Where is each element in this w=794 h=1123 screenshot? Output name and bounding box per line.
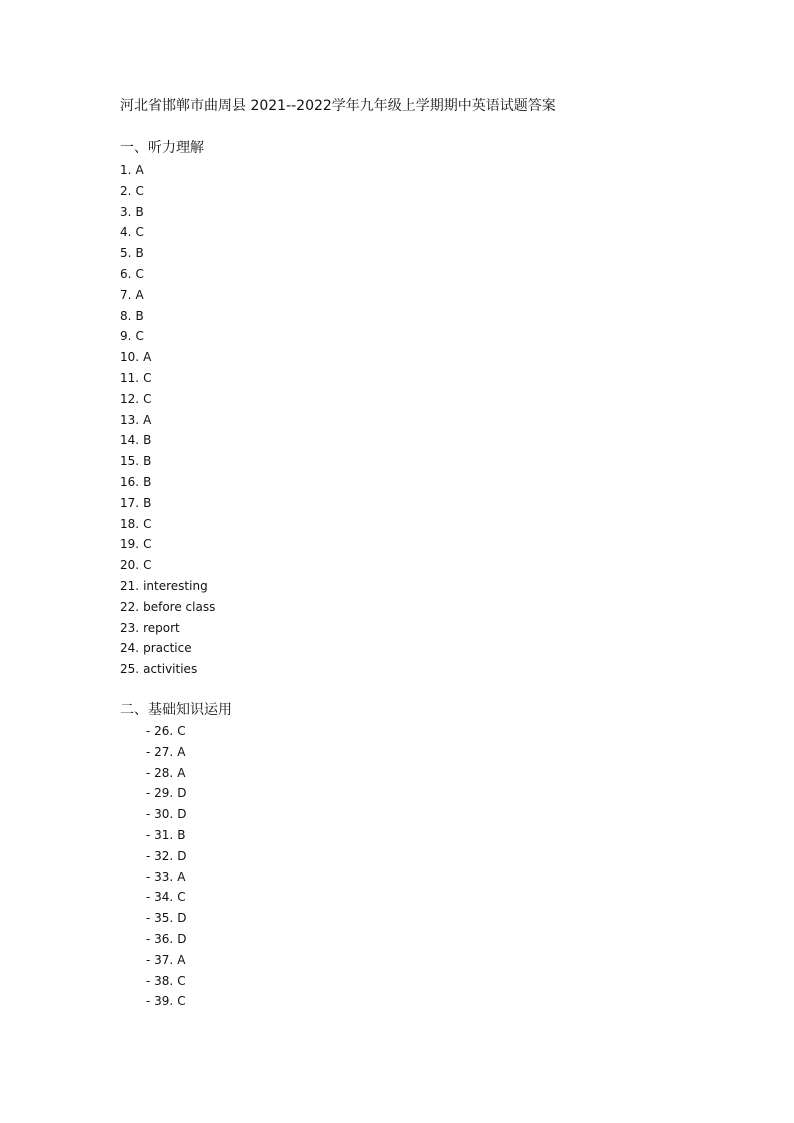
answer-value: B xyxy=(177,827,186,842)
answer-item xyxy=(146,971,186,992)
answer-number: - 34. xyxy=(146,890,174,905)
answer-value: C xyxy=(143,558,152,573)
answer-number: 3. xyxy=(120,204,132,219)
answer-number: 24. xyxy=(120,641,140,656)
answer-number: 4. xyxy=(120,225,132,240)
answer-value: interesting xyxy=(143,578,208,593)
answer-number: 15. xyxy=(120,454,140,469)
answer-item xyxy=(120,659,215,680)
answer-value: C xyxy=(135,266,144,281)
answer-number: 14. xyxy=(120,433,140,448)
answer-number: 16. xyxy=(120,474,140,489)
answer-value: D xyxy=(177,848,187,863)
answer-item xyxy=(120,597,215,618)
answer-number: - 28. xyxy=(146,765,174,780)
answer-list-listening xyxy=(120,160,215,680)
answer-item xyxy=(146,846,186,867)
answer-number: - 31. xyxy=(146,827,174,842)
answer-number: 20. xyxy=(120,558,140,573)
answer-value: C xyxy=(177,994,186,1009)
answer-value: B xyxy=(143,474,152,489)
answer-number: 18. xyxy=(120,516,140,531)
answer-number: - 29. xyxy=(146,786,174,801)
answer-value: D xyxy=(177,931,187,946)
answer-number: 25. xyxy=(120,662,140,677)
answer-item xyxy=(146,867,186,888)
answer-item xyxy=(120,534,215,555)
answer-number: 10. xyxy=(120,350,140,365)
answer-number: 1. xyxy=(120,163,132,177)
document-title: 河北省邯郸市曲周县 2021--2022学年九年级上学期期中英语试题答案 xyxy=(120,98,556,114)
answer-value: A xyxy=(143,350,152,365)
answer-item xyxy=(146,950,186,971)
answer-value: B xyxy=(143,495,152,510)
answer-item xyxy=(146,887,186,908)
answer-number: - 37. xyxy=(146,952,174,967)
answer-value: D xyxy=(177,807,187,822)
answer-value: A xyxy=(143,412,152,427)
answer-item xyxy=(146,908,186,929)
answer-list-basic-knowledge xyxy=(146,721,186,1012)
answer-item xyxy=(120,347,215,368)
answer-number: 17. xyxy=(120,495,140,510)
answer-value: C xyxy=(135,225,144,240)
answer-value: B xyxy=(135,246,144,261)
answer-value: A xyxy=(177,744,186,759)
answer-value: C xyxy=(177,890,186,905)
answer-value: C xyxy=(135,329,144,344)
answer-item xyxy=(146,804,186,825)
answer-value: C xyxy=(143,370,152,385)
answer-item xyxy=(120,618,215,639)
answer-item xyxy=(120,514,215,535)
answer-number: - 35. xyxy=(146,911,174,926)
answer-number: - 39. xyxy=(146,994,174,1009)
answer-value: C xyxy=(143,537,152,552)
answer-item xyxy=(120,451,215,472)
answer-value: A xyxy=(177,952,186,967)
answer-item xyxy=(146,721,186,742)
answer-item xyxy=(120,222,215,243)
answer-item xyxy=(146,763,186,784)
answer-value: A xyxy=(177,869,186,884)
answer-value: C xyxy=(177,724,186,738)
answer-item xyxy=(146,825,186,846)
answer-item xyxy=(120,555,215,576)
answer-value: B xyxy=(143,454,152,469)
answer-number: 7. xyxy=(120,287,132,302)
answer-number: - 36. xyxy=(146,931,174,946)
section-heading-basic-knowledge: 二、基础知识运用 xyxy=(120,702,232,718)
answer-item xyxy=(120,264,215,285)
answer-value: B xyxy=(135,308,144,323)
answer-item xyxy=(120,202,215,223)
answer-value: before class xyxy=(143,599,216,614)
answer-value: A xyxy=(135,163,144,177)
answer-number: 21. xyxy=(120,578,140,593)
answer-item xyxy=(120,638,215,659)
answer-item xyxy=(120,410,215,431)
answer-item xyxy=(120,430,215,451)
answer-number: 5. xyxy=(120,246,132,261)
answer-item xyxy=(120,285,215,306)
answer-item xyxy=(120,472,215,493)
answer-number: 11. xyxy=(120,370,140,385)
answer-number: - 32. xyxy=(146,848,174,863)
answer-value: C xyxy=(135,183,144,198)
answer-number: - 30. xyxy=(146,807,174,822)
answer-value: D xyxy=(177,911,187,926)
answer-item xyxy=(120,160,215,181)
answer-item xyxy=(120,181,215,202)
answer-item xyxy=(120,368,215,389)
answer-value: practice xyxy=(143,641,192,656)
answer-value: activities xyxy=(143,662,198,677)
answer-value: B xyxy=(135,204,144,219)
section-heading-listening: 一、听力理解 xyxy=(120,140,204,156)
answer-number: - 33. xyxy=(146,869,174,884)
answer-value: A xyxy=(177,765,186,780)
answer-number: - 38. xyxy=(146,973,174,988)
answer-number: 8. xyxy=(120,308,132,323)
answer-item xyxy=(120,243,215,264)
answer-number: 9. xyxy=(120,329,132,344)
answer-number: 6. xyxy=(120,266,132,281)
answer-number: - 26. xyxy=(146,724,174,738)
answer-value: A xyxy=(135,287,144,302)
answer-number: 23. xyxy=(120,620,140,635)
answer-value: C xyxy=(143,391,152,406)
answer-item xyxy=(120,389,215,410)
answer-value: report xyxy=(143,620,180,635)
answer-number: - 27. xyxy=(146,744,174,759)
answer-item xyxy=(120,576,215,597)
answer-number: 22. xyxy=(120,599,140,614)
answer-item xyxy=(120,326,215,347)
answer-number: 2. xyxy=(120,183,132,198)
answer-value: C xyxy=(177,973,186,988)
answer-value: D xyxy=(177,786,187,801)
answer-value: C xyxy=(143,516,152,531)
answer-item xyxy=(146,742,186,763)
answer-item xyxy=(146,783,186,804)
answer-item xyxy=(146,929,186,950)
answer-number: 19. xyxy=(120,537,140,552)
answer-item xyxy=(146,991,186,1012)
answer-item xyxy=(120,493,215,514)
answer-number: 13. xyxy=(120,412,140,427)
answer-item xyxy=(120,306,215,327)
answer-value: B xyxy=(143,433,152,448)
answer-number: 12. xyxy=(120,391,140,406)
